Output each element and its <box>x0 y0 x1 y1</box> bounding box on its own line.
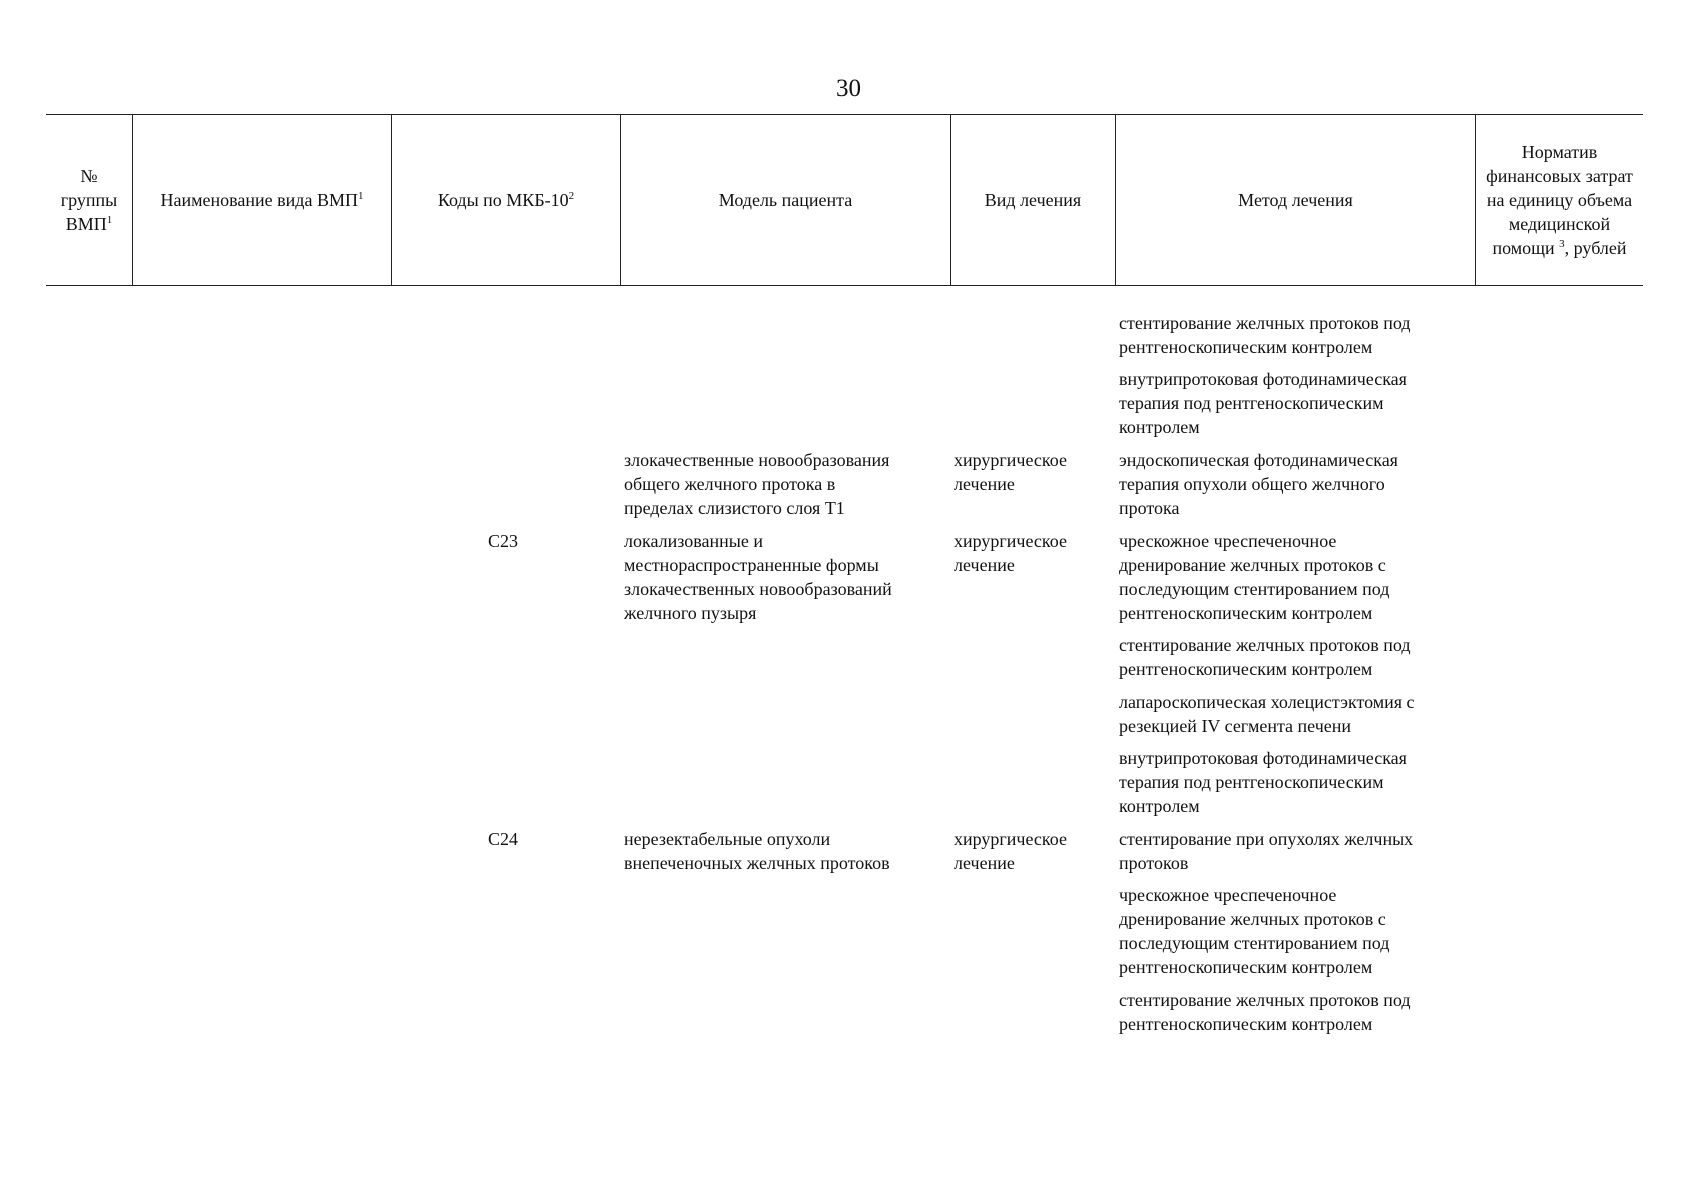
header-cost-standard-label: Норматив финансовых затрат на единицу объема медицинской помощи <box>1486 142 1633 258</box>
icd-code-c23: C23 <box>488 531 519 551</box>
treatment-method: внутрипротоковая фотодинамическая терапия под рентгеноскопическим контролем <box>1119 369 1407 437</box>
header-cost-standard-unit: , рублей <box>1564 238 1627 258</box>
patient-model: локализованные и местнораспространенные формы злокачественных новообразований желчного пузыря <box>624 531 892 623</box>
header-vmp-name-label: Наименование вида ВМП <box>160 190 358 210</box>
treatment-method: эндоскопическая фотодинамическая терапия опухоли общего желчного протока <box>1119 450 1398 518</box>
icd-code-c24: C24 <box>488 829 519 849</box>
footnote-marker: 2 <box>568 190 575 202</box>
header-treatment-method: Метод лечения <box>1115 115 1475 285</box>
treatment-method: стентирование желчных протоков под рентгеноскопическим контролем <box>1119 635 1411 679</box>
treatment-type: хирургическое лечение <box>954 531 1067 575</box>
treatment-method: внутрипротоковая фотодинамическая терапия под рентгеноскопическим контролем <box>1119 748 1407 816</box>
treatment-type: хирургическое лечение <box>954 829 1067 873</box>
page-number: 30 <box>836 75 861 102</box>
header-icd-codes <box>391 115 620 285</box>
header-vmp-name <box>132 115 391 285</box>
header-icd-codes-label: Коды по МКБ-10 <box>437 190 569 210</box>
treatment-type: хирургическое лечение <box>954 450 1067 494</box>
footnote-marker: 3 <box>1559 238 1565 250</box>
header-group-number-label: № группы ВМП <box>60 166 118 234</box>
patient-model: злокачественные новообразования общего желчного протока в пределах слизистого слоя T1 <box>624 450 890 518</box>
footnote-marker: 1 <box>357 190 364 202</box>
treatment-method: стентирование желчных протоков под рентгеноскопическим контролем <box>1119 990 1411 1034</box>
header-patient-model: Модель пациента <box>620 115 950 285</box>
footnote-marker: 1 <box>106 214 113 226</box>
table-header <box>46 114 1643 286</box>
treatment-method: чрескожное чреспеченочное дренирование желчных протоков с последующим стентированием под рентгеноскопическим контролем <box>1119 885 1390 977</box>
treatment-method: стентирование при опухолях желчных протоков <box>1119 829 1414 873</box>
treatment-method: стентирование желчных протоков под рентгеноскопическим контролем <box>1119 313 1411 357</box>
patient-model: нерезектабельные опухоли внепеченочных желчных протоков <box>624 829 890 873</box>
treatment-method: чрескожное чреспеченочное дренирование желчных протоков с последующим стентированием под рентгеноскопическим контролем <box>1119 531 1390 623</box>
header-cost-standard <box>1475 115 1643 285</box>
header-group-number <box>46 115 132 285</box>
header-treatment-type: Вид лечения <box>950 115 1115 285</box>
treatment-method: лапароскопическая холецистэктомия с резекцией IV сегмента печени <box>1119 692 1415 736</box>
